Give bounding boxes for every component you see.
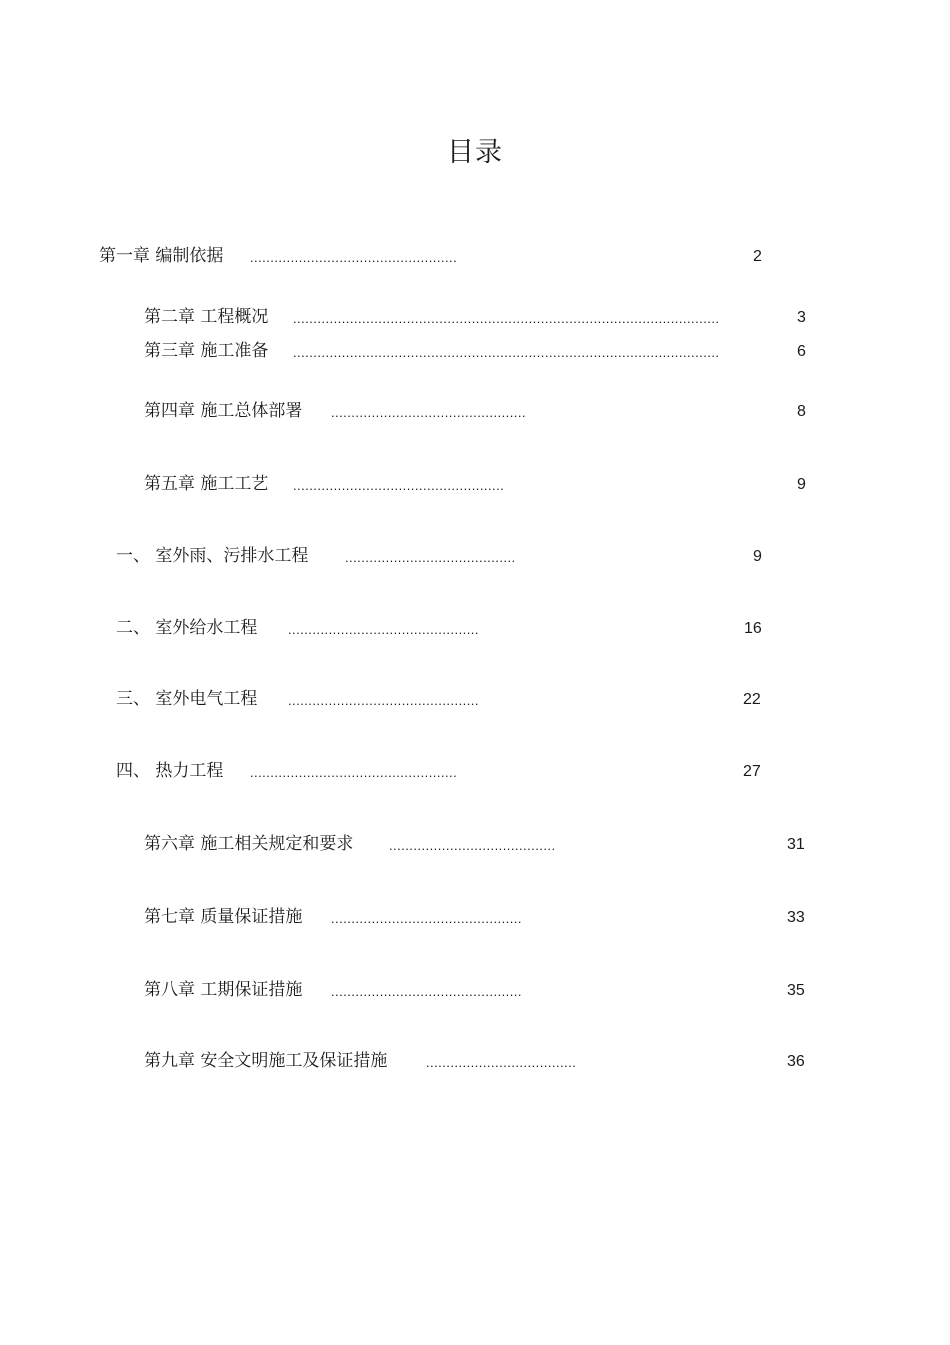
toc-entry-label: 第八章 工期保证措施 — [144, 980, 303, 1000]
toc-entry-label: 第六章 施工相关规定和要求 — [144, 834, 354, 854]
toc-entry-label: 第九章 安全文明施工及保证措施 — [144, 1051, 388, 1071]
toc-entry-ch4[interactable] — [144, 400, 824, 422]
toc-entry-label: 二、 室外给水工程 — [116, 618, 258, 638]
toc-entry-sec2[interactable] — [116, 617, 796, 639]
toc-page-number: 35 — [787, 982, 805, 999]
toc-leader-dots: .......................................... — [345, 550, 516, 565]
toc-page-number: 2 — [753, 248, 762, 265]
toc-entry-ch8[interactable] — [144, 979, 824, 1001]
toc-page-number: 6 — [797, 343, 806, 360]
toc-entry-label: 第四章 施工总体部署 — [144, 401, 303, 421]
toc-leader-dots: ............................................... — [331, 984, 522, 999]
toc-page-number: 31 — [787, 836, 805, 853]
toc-entry-ch7[interactable] — [144, 906, 824, 928]
toc-leader-dots: ............................................... — [288, 622, 479, 637]
toc-leader-dots: ............................................... — [331, 911, 522, 926]
toc-entry-label: 三、 室外电气工程 — [116, 689, 258, 709]
toc-page-number: 22 — [743, 691, 761, 708]
toc-entry-ch6[interactable] — [144, 833, 824, 855]
toc-entry-ch3[interactable] — [144, 340, 824, 362]
toc-page-number: 9 — [797, 476, 806, 493]
toc-leader-dots: ......................................... — [389, 838, 556, 853]
toc-leader-dots: ..................................... — [426, 1055, 577, 1070]
toc-entry-sec4[interactable] — [116, 760, 796, 782]
toc-leader-dots: .................................................... — [293, 478, 505, 493]
toc-entry-ch9[interactable] — [144, 1050, 824, 1072]
toc-entry-label: 第七章 质量保证措施 — [144, 907, 303, 927]
toc-leader-dots: ......................................................................................................... — [293, 311, 720, 326]
toc-entry-label: 四、 热力工程 — [116, 761, 224, 781]
toc-page-number: 8 — [797, 403, 806, 420]
toc-leader-dots: ................................................... — [250, 250, 458, 265]
toc-page-number: 33 — [787, 909, 805, 926]
toc-leader-dots: ............................................... — [288, 693, 479, 708]
toc-entry-label: 第三章 施工准备 — [144, 341, 269, 361]
toc-page-number: 27 — [743, 763, 761, 780]
toc-page-number: 3 — [797, 309, 806, 326]
toc-leader-dots: ................................................ — [331, 405, 526, 420]
toc-entry-sec3[interactable] — [116, 688, 796, 710]
toc-entry-ch2[interactable] — [144, 306, 824, 328]
toc-leader-dots: ......................................................................................................... — [293, 345, 720, 360]
toc-title: 目录 — [447, 137, 503, 168]
toc-page-number: 36 — [787, 1053, 805, 1070]
toc-page-number: 16 — [744, 620, 762, 637]
toc-entry-sec1[interactable] — [116, 545, 796, 567]
toc-page-number: 9 — [753, 548, 762, 565]
toc-entry-ch1[interactable] — [99, 245, 799, 267]
toc-entry-ch5[interactable] — [144, 473, 824, 495]
toc-entry-label: 第一章 编制依据 — [99, 246, 224, 266]
toc-entry-label: 第二章 工程概况 — [144, 307, 269, 327]
toc-leader-dots: ................................................... — [250, 765, 458, 780]
toc-entry-label: 一、 室外雨、污排水工程 — [116, 546, 309, 566]
toc-entry-label: 第五章 施工工艺 — [144, 474, 269, 494]
